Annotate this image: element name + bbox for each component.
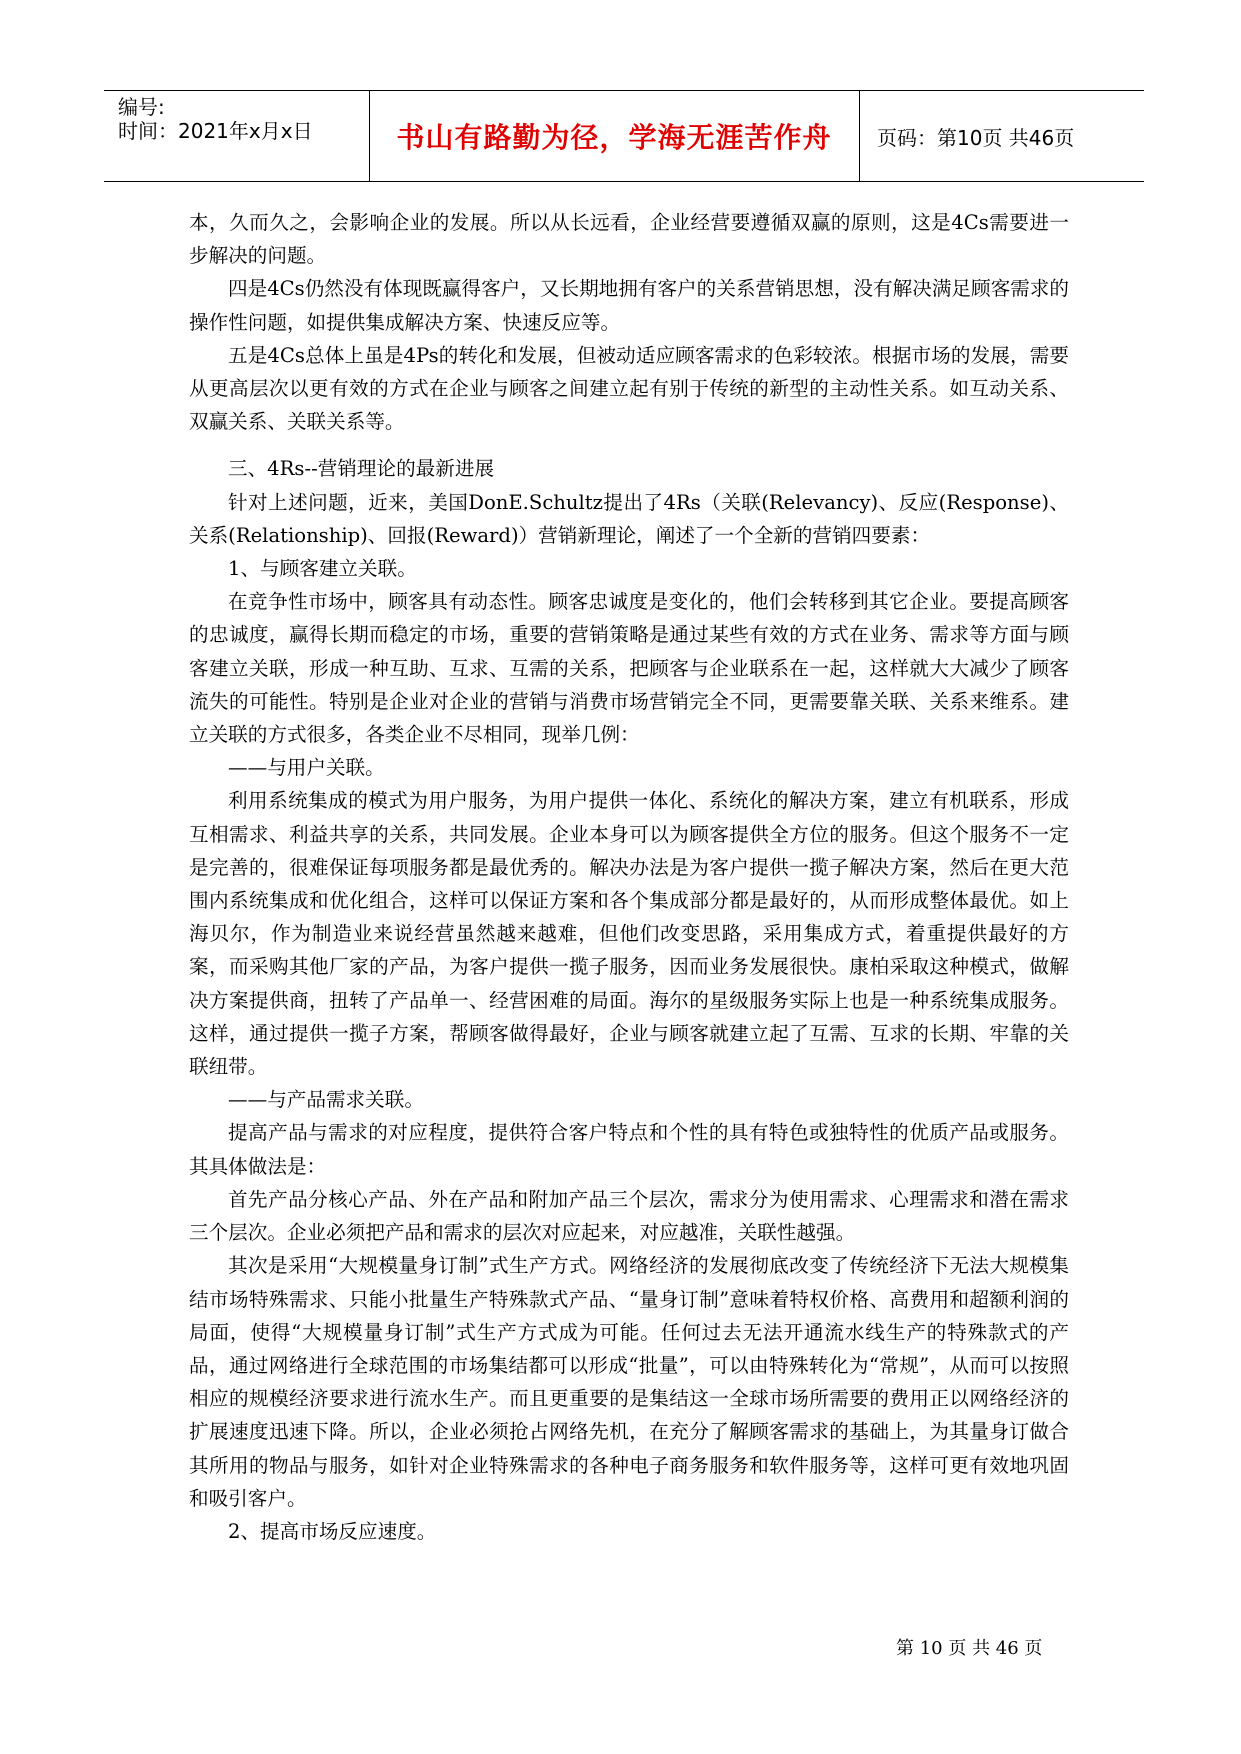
document-number-label: 编号: xyxy=(118,95,165,119)
paragraph: 在竞争性市场中，顾客具有动态性。顾客忠诚度是变化的，他们会转移到其它企业。要提高顾客的忠诚度，赢得长期而稳定的市场，重要的营销策略是通过某些有效的方式在业务、需求等方面与顾客建立关联，形成一种互助、互求、互需的关系，把顾客与企业联系在一起，这样就大大减少了顾客流失的可能性。特别是企业对企业的营销与消费市场营销完全不同，更需要靠关联、关系来维系。建立关联的方式很多，各类企业不尽相同，现举几例： xyxy=(189,590,1069,747)
subsection-heading: ——与产品需求关联。 xyxy=(228,1088,424,1112)
page-header xyxy=(104,90,1144,182)
document-body xyxy=(189,206,1069,1548)
page-footer: 第 10 页 共 46 页 xyxy=(896,1638,1043,1659)
paragraph: 利用系统集成的模式为用户服务，为用户提供一体化、系统化的解决方案，建立有机联系，形成互相需求、利益共享的关系，共同发展。企业本身可以为顾客提供全方位的服务。但这个服务不一定是完善的，很难保证每项服务都是最优秀的。解决办法是为客户提供一揽子解决方案，然后在更大范围内系统集成和优化组合，这样可以保证方案和各个集成部分都是最好的，从而形成整体最优。如上海贝尔，作为制造业来说经营虽然越来越难，但他们改变思路，采用集成方式，着重提供最好的方案，而采购其他厂家的产品，为客户提供一揽子服务，因而业务发展很快。康柏采取这种模式，做解决方案提供商，扭转了产品单一、经营困难的局面。海尔的星级服务实际上也是一种系统集成服务。这样，通过提供一揽子方案，帮顾客做得最好，企业与顾客就建立起了互需、互求的长期、牢靠的关联纽带。 xyxy=(189,789,1069,1079)
paragraph: 首先产品分核心产品、外在产品和附加产品三个层次，需求分为使用需求、心理需求和潜在需求三个层次。企业必须把产品和需求的层次对应起来，对应越准，关联性越强。 xyxy=(189,1187,1069,1245)
paragraph: 其次是采用“大规模量身订制”式生产方式。网络经济的发展彻底改变了传统经济下无法大规模集结市场特殊需求、只能小批量生产特殊款式产品、“量身订制”意味着特权价格、高费用和超额利润的局面，使得“大规模量身订制”式生产方式成为可能。任何过去无法开通流水线生产的特殊款式的产品，通过网络进行全球范围的市场集结都可以形成“批量”，可以由特殊转化为“常规”，从而可以按照相应的规模经济要求进行流水生产。而且更重要的是集结这一全球市场所需要的费用正以网络经济的扩展速度迅速下降。所以，企业必须抢占网络先机，在充分了解顾客需求的基础上，为其量身订做合其所用的物品与服务，如针对企业特殊需求的各种电子商务服务和软件服务等，这样可更有效地巩固和吸引客户。 xyxy=(189,1254,1069,1510)
paragraph: 本，久而久之，会影响企业的发展。所以从长远看，企业经营要遵循双赢的原则，这是4Cs需要进一步解决的问题。 xyxy=(189,211,1069,268)
paragraph: 五是4Cs总体上虽是4Ps的转化和发展，但被动适应顾客需求的色彩较浓。根据市场的发展，需要从更高层次以更有效的方式在企业与顾客之间建立起有别于传统的新型的主动性关系。如互动关系、双赢关系、关联关系等。 xyxy=(189,343,1069,434)
motto: 书山有路勤为径，学海无涯苦作舟 xyxy=(396,121,832,154)
section-heading: 三、4Rs--营销理论的最新进展 xyxy=(228,457,495,481)
page-code: 页码：第10页 共46页 xyxy=(877,125,1075,150)
subsection-heading: 2、提高市场反应速度。 xyxy=(228,1519,437,1543)
header-left-cell xyxy=(104,91,370,181)
paragraph: 四是4Cs仍然没有体现既赢得客户，又长期地拥有客户的关系营销思想，没有解决满足顾客需求的操作性问题，如提供集成解决方案、快速反应等。 xyxy=(189,277,1069,334)
header-motto-cell xyxy=(369,91,860,181)
paragraph: 提高产品与需求的对应程度，提供符合客户特点和个性的具有特色或独特性的优质产品或服务。其具体做法是： xyxy=(189,1121,1069,1178)
header-right-cell xyxy=(859,91,1144,181)
subsection-heading: 1、与顾客建立关联。 xyxy=(228,557,417,581)
paragraph: 针对上述问题，近来，美国DonE.Schultz提出了4Rs（关联(Relevancy)、反应(Response)、关系(Relationship)、回报(Reward)）营销新理论，阐述了一个全新的营销四要素： xyxy=(189,490,1069,547)
subsection-heading: ——与用户关联。 xyxy=(228,756,385,780)
time-label: 时间：2021年x月x日 xyxy=(118,119,313,143)
